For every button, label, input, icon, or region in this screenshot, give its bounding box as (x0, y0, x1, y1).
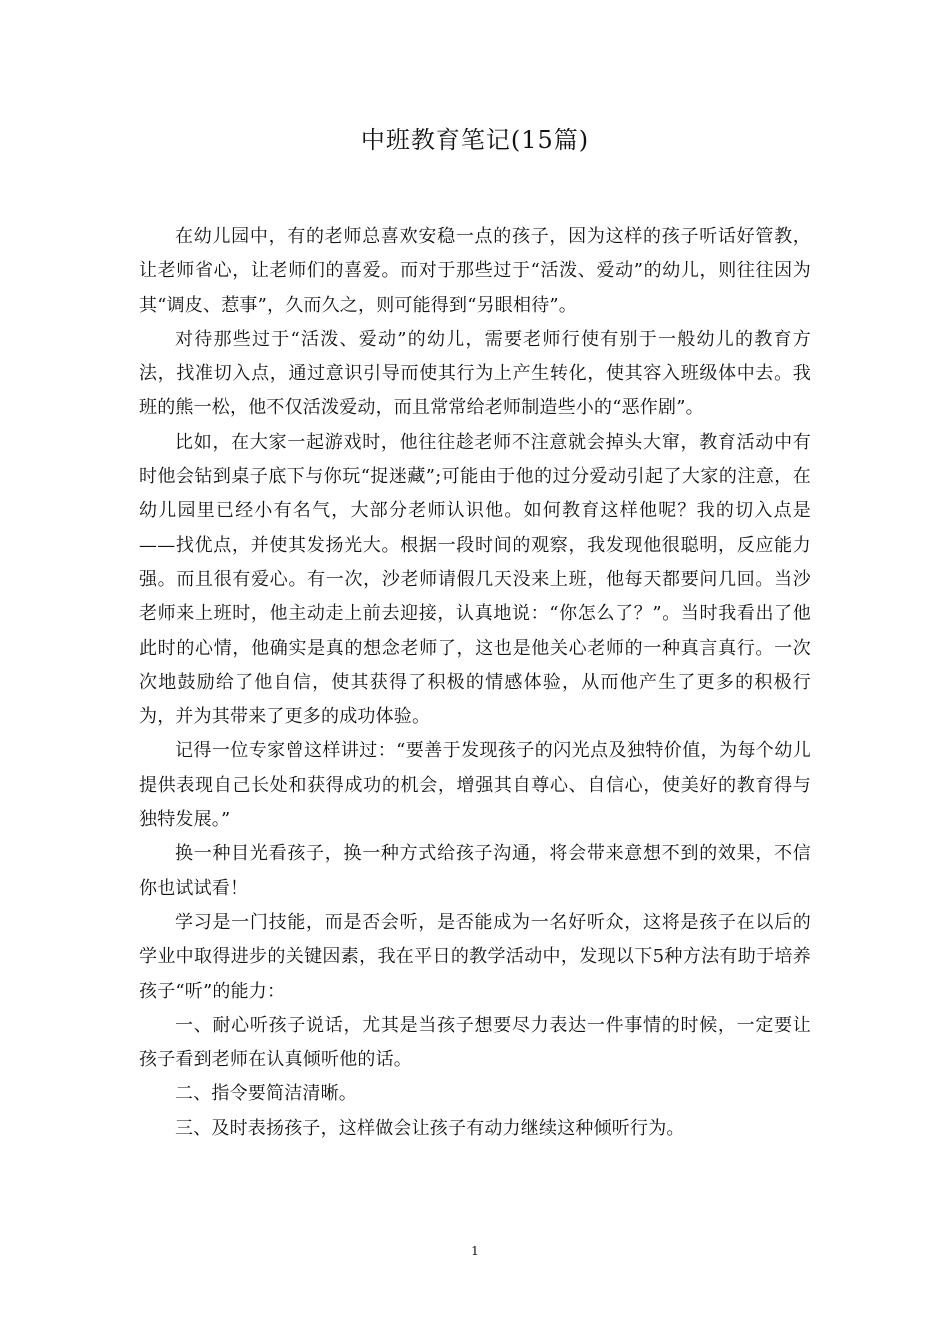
paragraph-3: 比如，在大家一起游戏时，他往往趁老师不注意就会掉头大窜，教育活动中有时他会钻到桌子底下与你玩“捉迷藏”;可能由于他的过分爱动引起了大家的注意，在幼儿园里已经小有名气，大部分老师认识他。如何教育这样他呢？我的切入点是——找优点，并使其发扬光大。根据一段时间的观察，我发现他很聪明，反应能力强。而且很有爱心。有一次，沙老师请假几天没来上班，他每天都要问几回。当沙老师来上班时，他主动走上前去迎接，认真地说：“你怎么了？”。当时我看出了他此时的心情，他确实是真的想念老师了，这也是他关心老师的一种真言真行。一次次地鼓励给了他自信，使其获得了积极的情感体验，从而他产生了更多的积极行为，并为其带来了更多的成功体验。 (139, 431, 811, 728)
paragraph-2: 对待那些过于“活泼、爱动”的幼儿，需要老师行使有别于一般幼儿的教育方法，找准切入点，通过意识引导而使其行为上产生转化，使其容入班级体中去。我班的熊一松，他不仅活泼爱动，而且常常给老师制造些小的“恶作剧”。 (139, 328, 811, 419)
document-body (139, 220, 811, 1146)
paragraph-5: 换一种目光看孩子，换一种方式给孩子沟通，将会带来意想不到的效果，不信你也试试看！ (139, 843, 811, 899)
paragraph-8: 二、指令要简洁清晰。 (175, 1083, 357, 1105)
paragraph-1: 在幼儿园中，有的老师总喜欢安稳一点的孩子，因为这样的孩子听话好管教，让老师省心，让老师们的喜爱。而对于那些过于“活泼、爱动”的幼儿，则往往因为其“调皮、惹事”，久而久之，则可能得到“另眼相待”。 (139, 226, 811, 316)
paragraph-7: 一、耐心听孩子说话，尤其是当孩子想要尽力表达一件事情的时候，一定要让孩子看到老师在认真倾听他的话。 (139, 1014, 811, 1071)
paragraph-9: 三、及时表扬孩子，这样做会让孩子有动力继续这种倾听行为。 (175, 1117, 685, 1139)
paragraph-6: 学习是一门技能，而是否会听，是否能成为一名好听众，这将是孩子在以后的学业中取得进步的关键因素，我在平日的教学活动中，发现以下5种方法有助于培养孩子“听”的能力： (139, 911, 811, 1002)
paragraph-4: 记得一位专家曾这样讲过：“要善于发现孩子的闪光点及独特价值，为每个幼儿提供表现自己长处和获得成功的机会，增强其自尊心、自信心，使美好的教育得与独特发展。” (139, 740, 811, 831)
page-number: 1 (471, 1244, 479, 1258)
document-title: 中班教育笔记(15篇) (360, 126, 590, 154)
